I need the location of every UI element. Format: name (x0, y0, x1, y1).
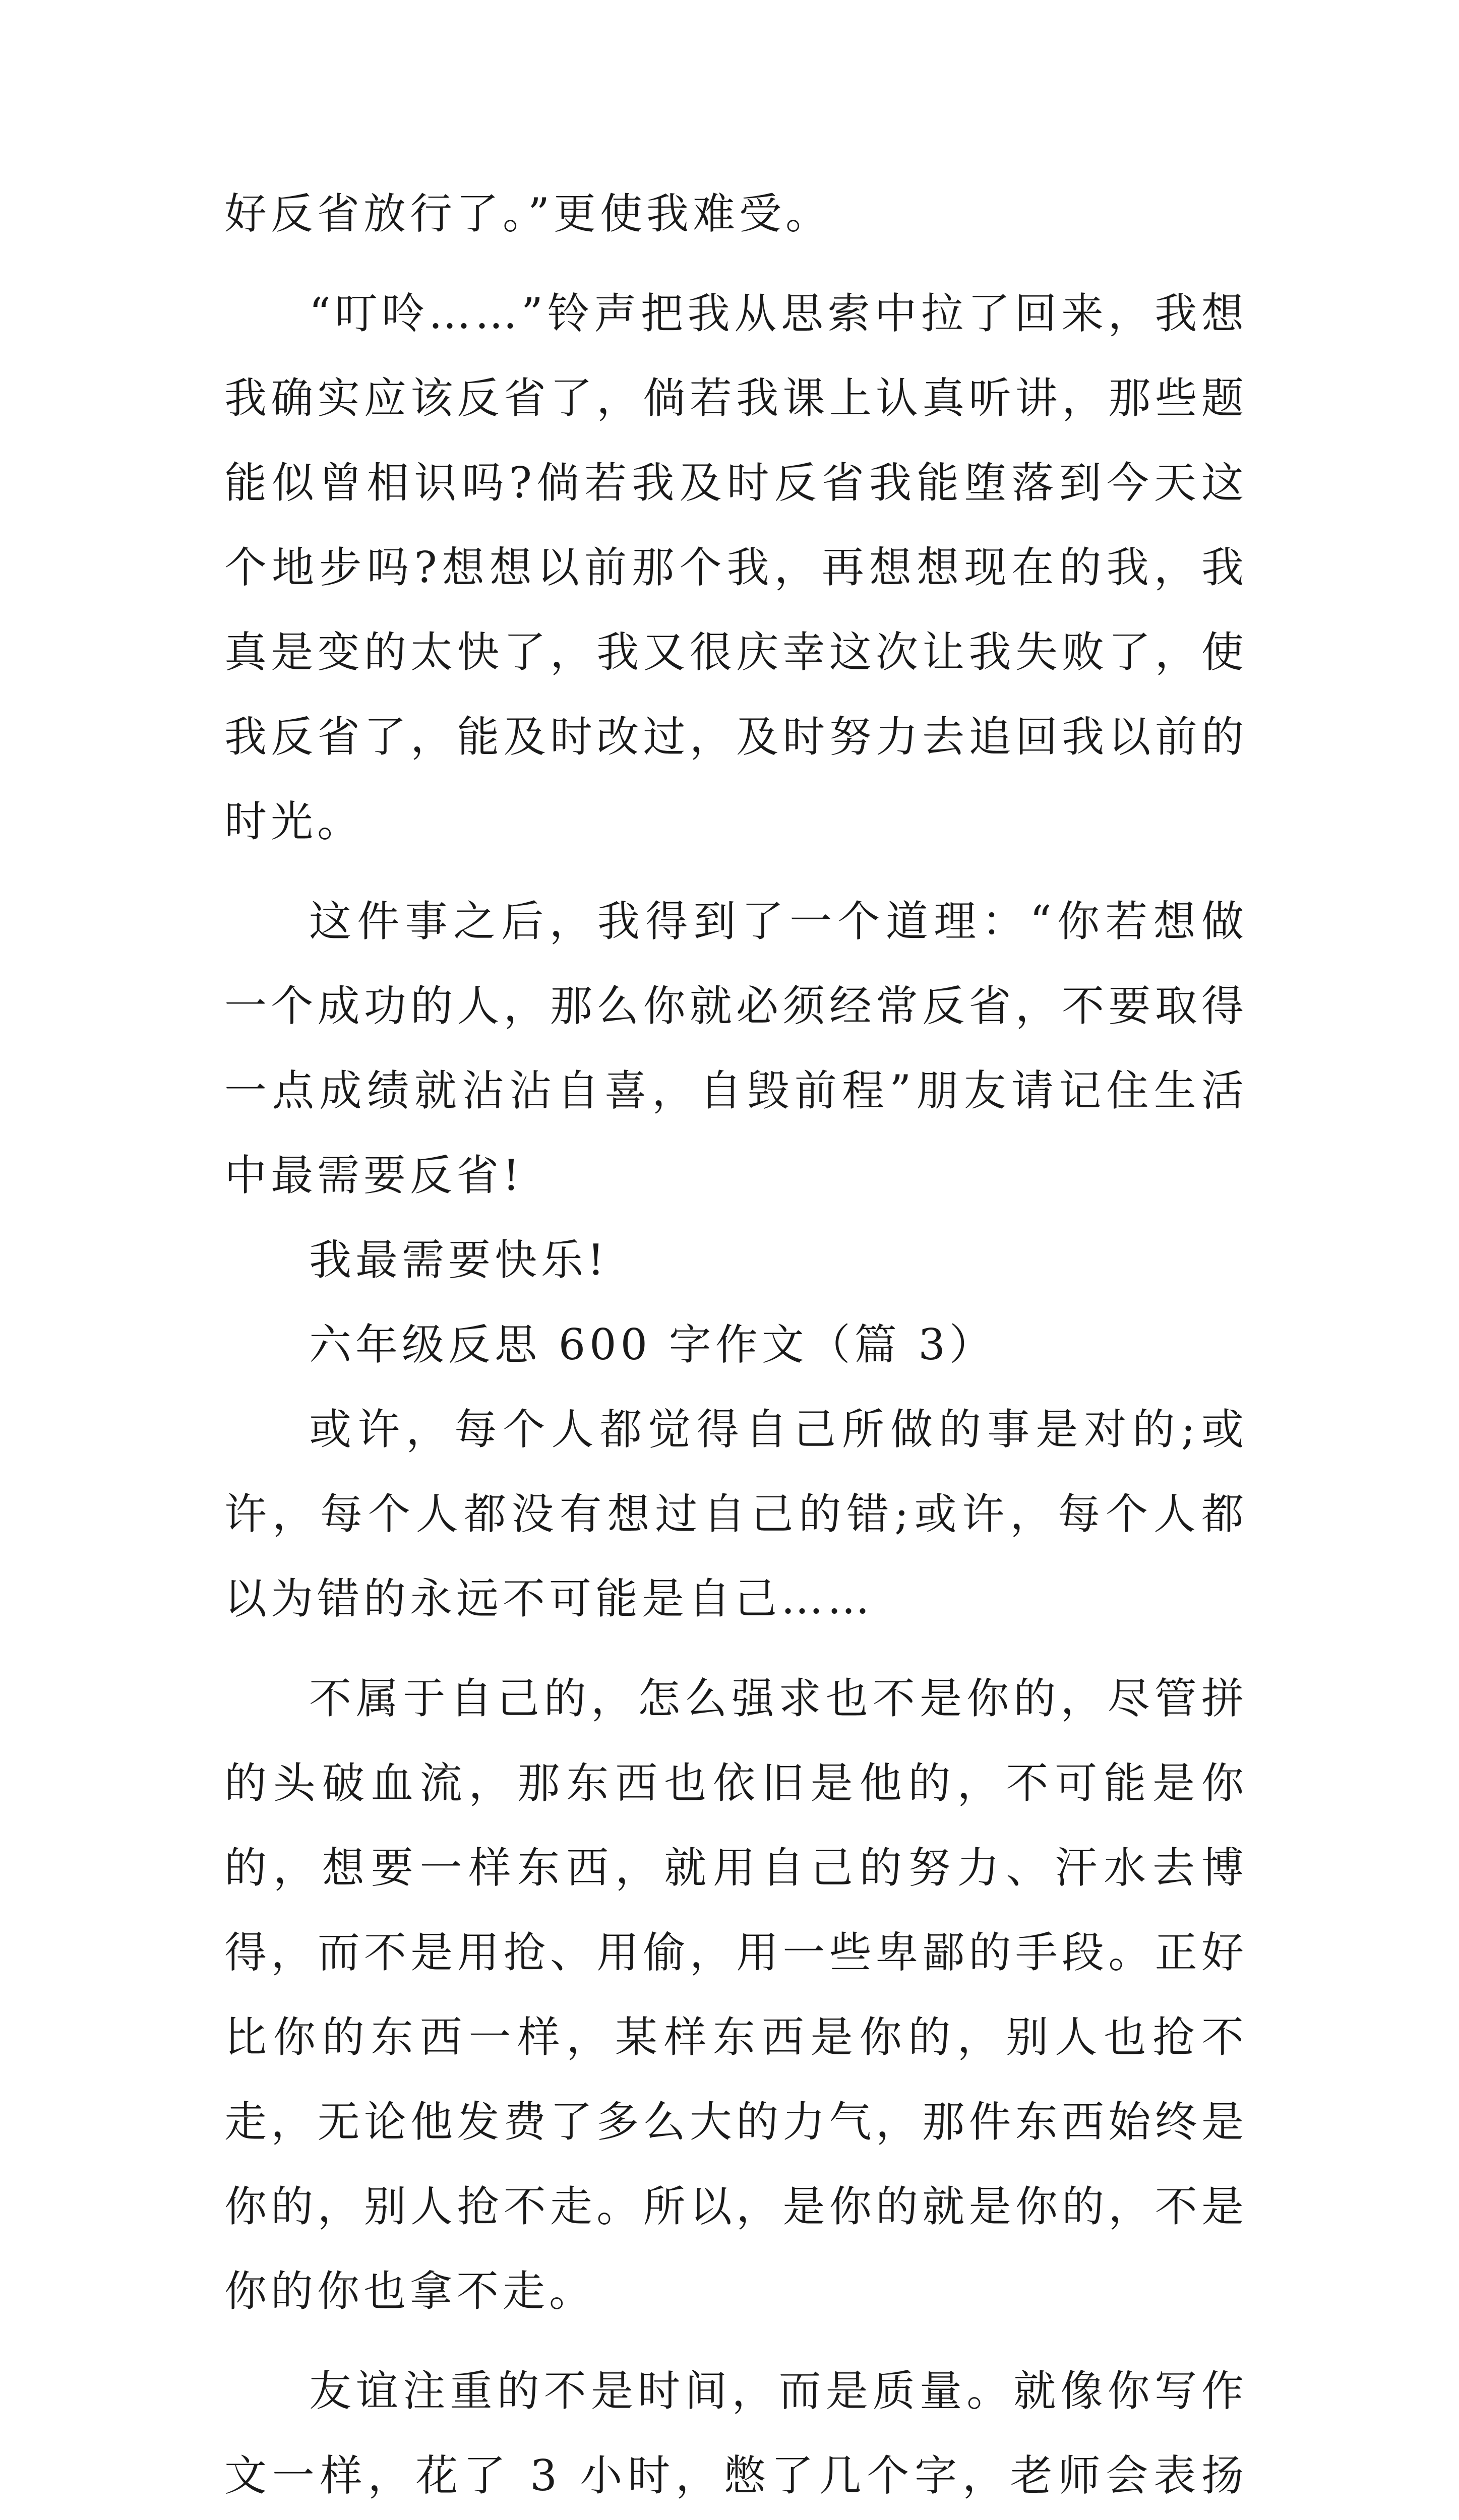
paragraph: 或许，每个人都觉得自己所做的事是对的;或许，每个人都没有想过自己的错;或许，每个人都以为错的永远不可能是自己…… (224, 1405, 1248, 1623)
section-heading: 六年级反思 600 字作文（篇 3） (309, 1320, 996, 1369)
paragraph: 我最需要快乐! (309, 1235, 609, 1285)
paragraph: 不属于自己的，怎么强求也不是你的，尽管拼的头破血流，那东西也依旧是他的，不可能是你的，想要一样东西，就用自己的努力、汗水去博得，而不是用抢、用偷，用一些卑鄙的手段。正好比你的东西一样，某样东西是你的，别人也抢不走，无论他发费了多么大的力气，那件东西始终是你的，别人抢不走。所以，是你的就是你的，不是你的你也拿不走。 (224, 1674, 1248, 2316)
paragraph: “叮呤……”铃声把我从思索中拉了回来，我想我确实应该反省了，倘若我课上认真听讲，那些题能似曾相识吗?倘若我及时反省我能堕落到今天这个地步吗?想想以前那个我，再想想现在的我，我真是变的太快了，我又很庆幸这次让我失败了，使我反省了，能及时改过，及时努力去追回我以前的时光。 (224, 289, 1248, 846)
paragraph: 好反省放行了。”更使我难受。 (224, 189, 832, 238)
document-body (224, 171, 1248, 2520)
paragraph: 友谊注重的不是时间，而是质量。就像你写作文一样，花了 3 小时，憋了几个字，老师会表扬 (224, 2366, 1248, 2500)
paragraph: 这件事之后，我得到了一个道理：“你若想做一个成功的人，那么你就必须经常反省，不要取得一点成绩就沾沾自喜，自毁前程”朋友请记住生活中最需要反省! (224, 897, 1248, 1200)
